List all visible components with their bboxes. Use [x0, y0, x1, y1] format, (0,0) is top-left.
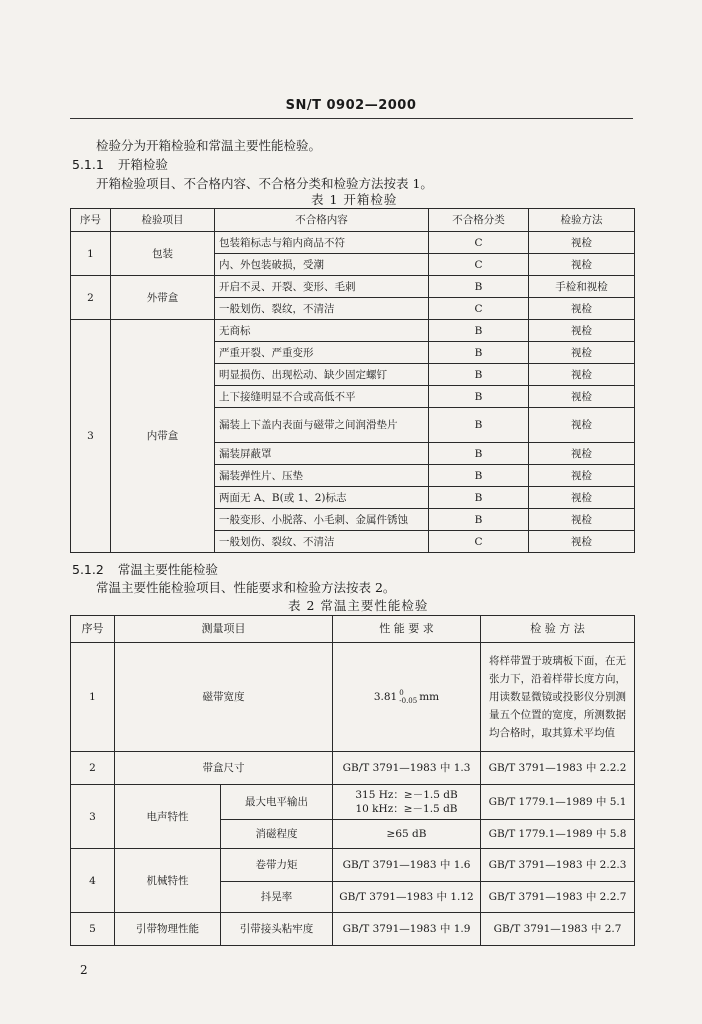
requirement	[333, 785, 481, 820]
table-row	[71, 913, 635, 946]
defect-content: 两面无 A、B(或 1、2)标志	[215, 487, 429, 509]
table-row	[71, 643, 635, 752]
inspection-method: 视检	[529, 254, 635, 276]
table2-header-row	[71, 616, 635, 643]
defect-class: B	[429, 276, 529, 298]
tolerance	[399, 689, 417, 705]
sub-item: 抖晃率	[221, 882, 333, 913]
section-511-number: 5.1.1	[72, 157, 104, 172]
inspection-method: 视检	[529, 443, 635, 465]
group-item: 外带盒	[111, 276, 215, 320]
inspection-method: GB/T 3791—1983 中 2.2.3	[481, 849, 635, 882]
defect-class: C	[429, 254, 529, 276]
row-no: 5	[71, 913, 115, 946]
intro-paragraph: 检验分为开箱检验和常温主要性能检验。	[96, 138, 322, 153]
section-512-text: 常温主要性能检验项目、性能要求和检验方法按表 2。	[96, 580, 396, 595]
table1-header-content: 不合格内容	[215, 209, 429, 232]
section-512-heading	[72, 560, 218, 578]
row-no: 3	[71, 785, 115, 849]
measure-item: 电声特性	[115, 785, 221, 849]
defect-class: B	[429, 487, 529, 509]
table-row	[71, 849, 635, 882]
inspection-method: 视检	[529, 298, 635, 320]
defect-content: 包装箱标志与箱内商品不符	[215, 232, 429, 254]
requirement: GB/T 3791—1983 中 1.3	[333, 752, 481, 785]
defect-content: 一般变形、小脱落、小毛刺、金属件锈蚀	[215, 509, 429, 531]
table2-caption: 表 2 常温主要性能检验	[288, 598, 429, 613]
measure-item: 引带物理性能	[115, 913, 221, 946]
header-rule	[70, 118, 633, 119]
table1-header-row	[71, 209, 635, 232]
inspection-method: 手检和视检	[529, 276, 635, 298]
defect-class: C	[429, 531, 529, 553]
table-row	[71, 232, 635, 254]
defect-class: B	[429, 465, 529, 487]
table-row	[71, 752, 635, 785]
section-511-text: 开箱检验项目、不合格内容、不合格分类和检验方法按表 1。	[96, 176, 433, 191]
requirement: GB/T 3791—1983 中 1.6	[333, 849, 481, 882]
group-no: 3	[71, 320, 111, 553]
inspection-method: 视检	[529, 386, 635, 408]
group-no: 2	[71, 276, 111, 320]
inspection-method: 视检	[529, 487, 635, 509]
table1-header-item: 检验项目	[111, 209, 215, 232]
defect-content: 内、外包装破损，受潮	[215, 254, 429, 276]
defect-class: B	[429, 320, 529, 342]
row-no: 4	[71, 849, 115, 913]
group-item: 包装	[111, 232, 215, 276]
defect-content: 一般划伤、裂纹，不清洁	[215, 298, 429, 320]
table1-header-method: 检验方法	[529, 209, 635, 232]
measure-item: 带盒尺寸	[115, 752, 333, 785]
defect-content: 一般划伤、裂纹、不清洁	[215, 531, 429, 553]
defect-content: 漏装上下盖内表面与磁带之间润滑垫片	[215, 408, 429, 443]
requirement	[333, 643, 481, 752]
inspection-method: 视检	[529, 531, 635, 553]
req-line-2: 10 kHz：≥－1.5 dB	[355, 803, 458, 815]
measure-item: 磁带宽度	[115, 643, 333, 752]
inspection-method: 视检	[529, 364, 635, 386]
defect-class: B	[429, 342, 529, 364]
table1-header-class: 不合格分类	[429, 209, 529, 232]
inspection-method: 将样带置于玻璃板下面，在无张力下，沿着样带长度方向，用读数显微镜或投影仪分别测量五个位置的宽度，所测数据均合格时，取其算术平均值	[481, 643, 635, 752]
section-512-title: 常温主要性能检验	[117, 562, 218, 577]
requirement: ≥65 dB	[333, 820, 481, 849]
inspection-method: 视检	[529, 320, 635, 342]
req-value: 3.81	[373, 691, 398, 703]
table2-header-method: 检 验 方 法	[481, 616, 635, 643]
sub-item: 卷带力矩	[221, 849, 333, 882]
table1-caption: 表 1 开箱检验	[311, 192, 398, 207]
inspection-method: GB/T 1779.1—1989 中 5.8	[481, 820, 635, 849]
defect-class: C	[429, 232, 529, 254]
inspection-method: GB/T 1779.1—1989 中 5.1	[481, 785, 635, 820]
table2-header-req: 性 能 要 求	[333, 616, 481, 643]
section-511-title: 开箱检验	[117, 157, 168, 172]
defect-content: 明显损伤、出现松动、缺少固定螺钉	[215, 364, 429, 386]
defect-class: B	[429, 364, 529, 386]
req-unit: mm	[419, 691, 440, 703]
inspection-method: 视检	[529, 465, 635, 487]
tol-upper: 0	[399, 689, 404, 697]
table-row	[71, 785, 635, 820]
defect-content: 漏装屏蔽罩	[215, 443, 429, 465]
defect-class: B	[429, 509, 529, 531]
page-number: 2	[80, 963, 88, 977]
inspection-method: GB/T 3791—1983 中 2.2.2	[481, 752, 635, 785]
inspection-method: 视检	[529, 509, 635, 531]
sub-item: 消磁程度	[221, 820, 333, 849]
inspection-method: 视检	[529, 232, 635, 254]
table-row	[71, 276, 635, 298]
section-512-number: 5.1.2	[72, 562, 104, 577]
sub-item: 引带接头粘牢度	[221, 913, 333, 946]
inspection-method: GB/T 3791—1983 中 2.2.7	[481, 882, 635, 913]
table2-header-item: 测量项目	[115, 616, 333, 643]
table1	[70, 208, 635, 553]
defect-class: B	[429, 386, 529, 408]
table2-header-no: 序号	[71, 616, 115, 643]
inspection-method: GB/T 3791—1983 中 2.7	[481, 913, 635, 946]
table1-header-no: 序号	[71, 209, 111, 232]
tol-lower: -0.05	[399, 697, 418, 705]
group-no: 1	[71, 232, 111, 276]
req-line-1: 315 Hz：≥－1.5 dB	[355, 789, 458, 801]
group-item: 内带盒	[111, 320, 215, 553]
section-511-heading	[72, 155, 168, 173]
defect-content: 严重开裂、严重变形	[215, 342, 429, 364]
inspection-method: 视检	[529, 408, 635, 443]
defect-class: B	[429, 408, 529, 443]
inspection-method: 视检	[529, 342, 635, 364]
requirement: GB/T 3791—1983 中 1.12	[333, 882, 481, 913]
row-no: 2	[71, 752, 115, 785]
defect-content: 上下接缝明显不合或高低不平	[215, 386, 429, 408]
row-no: 1	[71, 643, 115, 752]
sub-item: 最大电平输出	[221, 785, 333, 820]
table2	[70, 615, 635, 946]
table-row	[71, 320, 635, 342]
defect-content: 漏装弹性片、压垫	[215, 465, 429, 487]
defect-class: B	[429, 443, 529, 465]
defect-content: 开启不灵、开裂、变形、毛刺	[215, 276, 429, 298]
requirement: GB/T 3791—1983 中 1.9	[333, 913, 481, 946]
defect-class: C	[429, 298, 529, 320]
measure-item: 机械特性	[115, 849, 221, 913]
page-header: SN/T 0902—2000	[285, 98, 417, 113]
defect-content: 无商标	[215, 320, 429, 342]
